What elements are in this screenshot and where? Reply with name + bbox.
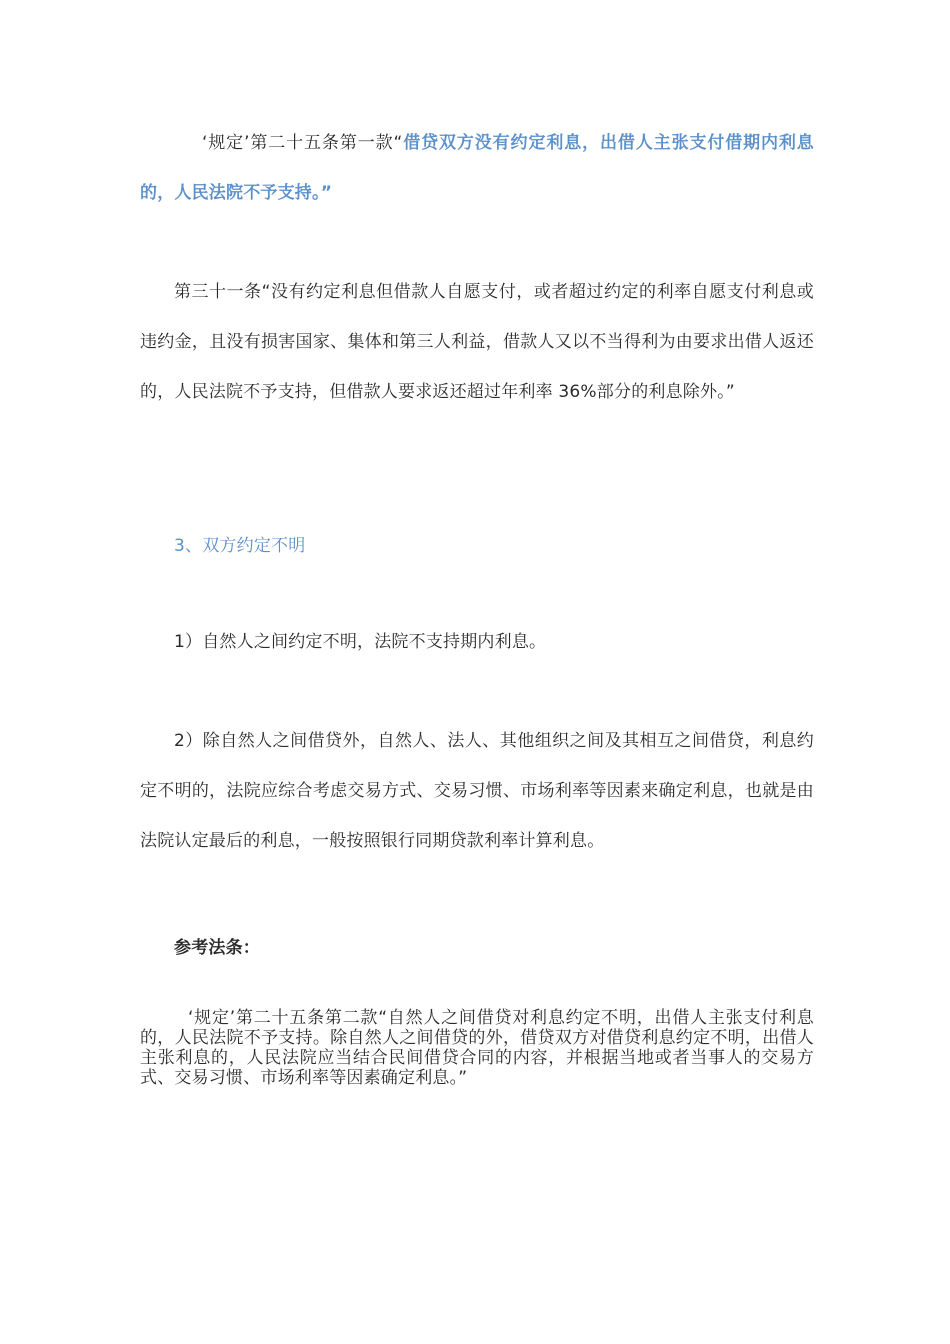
section-heading-3: 3、双方约定不明 — [174, 536, 306, 556]
reference-heading: 参考法条： — [174, 938, 260, 958]
reference-article-25-clause-2: ‘规定’第二十五条第二款“自然人之间借贷对利息约定不明，出借人主张支付利息的，人民法院不予支持。除自然人之间借贷的外，借贷双方对借贷利息约定不明，出借人主张利息的，人民法院应当结合民间借贷合同的内容，并根据当地或者当事人的交易方式、交易习惯、市场利率等因素确定利息。” — [140, 1008, 814, 1088]
article-25-clause-1-prefix: ‘规定’第二十五条第一款“ — [202, 133, 403, 153]
paragraph-article-25-clause-1 — [140, 118, 814, 218]
list-item-1: 1）自然人之间约定不明，法院不支持期内利息。 — [174, 632, 547, 652]
list-item-2: 2）除自然人之间借贷外，自然人、法人、其他组织之间及其相互之间借贷，利息约定不明的，法院应综合考虑交易方式、交易习惯、市场利率等因素来确定利息，也就是由法院认定最后的利息，一般按照银行同期贷款利率计算利息。 — [140, 731, 814, 851]
paragraph-article-31: 第三十一条“没有约定利息但借款人自愿支付，或者超过约定的利率自愿支付利息或违约金，且没有损害国家、集体和第三人利益，借款人又以不当得利为由要求出借人返还的，人民法院不予支持，但借款人要求返还超过年利率 36%部分的利息除外。” — [140, 282, 814, 402]
article-25-clause-1-highlight: 借贷双方没有约定利息，出借人主张支付借期内利息的，人民法院不予支持。” — [140, 133, 814, 203]
